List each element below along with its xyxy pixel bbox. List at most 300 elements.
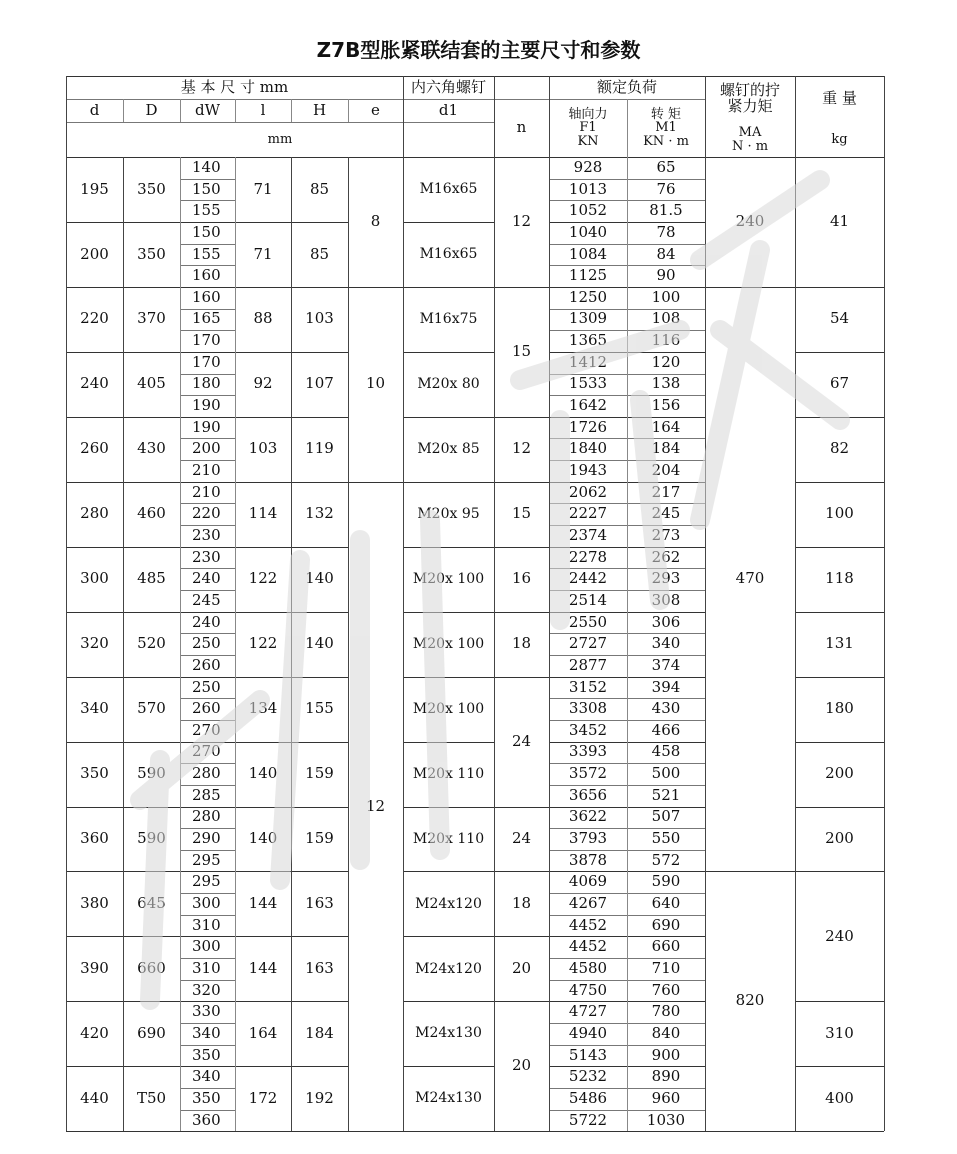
cell-dw: 260 xyxy=(192,699,221,718)
table-rule xyxy=(66,76,884,77)
cell-m1: 760 xyxy=(651,980,681,999)
cell-dw: 340 xyxy=(192,1023,221,1042)
table-rule xyxy=(66,222,348,223)
cell-weight: 200 xyxy=(825,764,854,783)
cell-e: 10 xyxy=(365,374,386,393)
table-rule xyxy=(795,1001,884,1002)
cell-weight: 118 xyxy=(825,569,854,588)
cell-m1: 156 xyxy=(651,396,681,415)
table-rule xyxy=(403,1066,494,1067)
cell-m1: 430 xyxy=(651,699,681,718)
cell-dw: 230 xyxy=(192,547,221,566)
table-rule xyxy=(180,503,235,504)
cell-l: 114 xyxy=(248,504,278,523)
cell-d: 240 xyxy=(80,374,109,393)
cell-f1: 1642 xyxy=(568,396,608,415)
cell-m1: 262 xyxy=(651,547,681,566)
header-weight: 重 量 xyxy=(822,89,857,108)
cell-d: 340 xyxy=(80,699,109,718)
cell-dw: 295 xyxy=(192,872,221,891)
cell-h: 140 xyxy=(305,634,334,653)
cell-dw: 280 xyxy=(192,807,221,826)
table-rule xyxy=(403,157,404,1131)
table-rule xyxy=(795,76,796,157)
table-rule xyxy=(235,157,236,1131)
table-rule xyxy=(403,287,494,288)
cell-f1: 1040 xyxy=(568,222,608,241)
cell-dw: 285 xyxy=(192,785,221,804)
table-rule xyxy=(123,157,124,1131)
cell-m1: 78 xyxy=(656,222,676,241)
table-rule xyxy=(66,871,348,872)
table-rule xyxy=(403,547,494,548)
cell-m1: 293 xyxy=(651,569,681,588)
cell-outer-d: 570 xyxy=(137,699,166,718)
table-rule xyxy=(180,1110,235,1111)
table-rule xyxy=(180,763,235,764)
cell-f1: 1726 xyxy=(568,417,608,436)
cell-dw: 140 xyxy=(192,157,221,176)
table-rule xyxy=(549,76,550,157)
cell-d: 260 xyxy=(80,439,109,458)
table-rule xyxy=(884,157,885,1131)
cell-dw: 155 xyxy=(192,244,221,263)
cell-f1: 2227 xyxy=(568,504,608,523)
table-rule xyxy=(348,287,403,288)
table-rule xyxy=(180,525,235,526)
cell-dw: 290 xyxy=(192,829,221,848)
cell-dw: 230 xyxy=(192,525,221,544)
cell-d: 220 xyxy=(80,309,109,328)
cell-f1: 4727 xyxy=(568,1002,608,1021)
table-rule xyxy=(66,936,348,937)
table-rule xyxy=(66,76,67,157)
page-title: Z7B型胀紧联结套的主要尺寸和参数 xyxy=(316,38,641,62)
cell-m1: 780 xyxy=(651,1002,681,1021)
cell-d1: M24x130 xyxy=(415,1090,482,1107)
cell-m1: 394 xyxy=(651,677,681,696)
cell-n: 12 xyxy=(511,439,532,458)
cell-l: 92 xyxy=(253,374,273,393)
cell-d1: M20x 95 xyxy=(417,505,480,522)
table-rule xyxy=(180,374,235,375)
table-rule xyxy=(494,677,549,678)
cell-m1: 840 xyxy=(651,1023,681,1042)
cell-n: 16 xyxy=(511,569,532,588)
cell-weight: 41 xyxy=(829,212,850,231)
cell-m1: 120 xyxy=(651,352,681,371)
cell-l: 88 xyxy=(253,309,273,328)
table-rule xyxy=(180,1045,235,1046)
cell-f1: 3656 xyxy=(568,785,608,804)
cell-h: 163 xyxy=(305,958,334,977)
cell-n: 15 xyxy=(511,341,532,360)
cell-dw: 320 xyxy=(192,980,221,999)
cell-f1: 3572 xyxy=(568,764,608,783)
cell-n: 24 xyxy=(511,829,532,848)
table-rule xyxy=(403,222,494,223)
table-rule xyxy=(180,590,235,591)
cell-m1: 466 xyxy=(651,720,681,739)
cell-dw: 340 xyxy=(192,1067,221,1086)
cell-h: 132 xyxy=(305,504,334,523)
cell-m1: 138 xyxy=(651,374,681,393)
cell-f1: 1052 xyxy=(568,201,608,220)
header-kg: kg xyxy=(831,131,848,147)
table-rule xyxy=(494,871,549,872)
cell-m1: 84 xyxy=(656,244,676,263)
table-rule xyxy=(180,200,235,201)
table-rule xyxy=(180,99,181,122)
table-rule xyxy=(403,742,494,743)
table-rule xyxy=(403,936,494,937)
cell-f1: 1125 xyxy=(568,266,608,285)
cell-d: 195 xyxy=(80,179,109,198)
cell-h: 85 xyxy=(309,244,330,263)
cell-h: 155 xyxy=(305,699,334,718)
table-rule xyxy=(403,1001,494,1002)
cell-f1: 4069 xyxy=(568,872,608,891)
cell-dw: 155 xyxy=(192,201,221,220)
cell-m1: 100 xyxy=(651,287,681,306)
table-rule xyxy=(795,352,884,353)
table-rule xyxy=(180,1088,235,1089)
header-screw-torque: 螺钉的拧 紧力矩 xyxy=(719,81,780,115)
cell-dw: 160 xyxy=(192,287,221,306)
cell-ma: 240 xyxy=(735,212,765,231)
cell-d: 360 xyxy=(80,829,109,848)
cell-d1: M20x 110 xyxy=(412,765,485,782)
header-col-dw: dW xyxy=(194,100,221,119)
cell-d1: M20x 80 xyxy=(417,375,480,392)
cell-dw: 190 xyxy=(192,396,221,415)
cell-dw: 150 xyxy=(192,179,221,198)
cell-f1: 2278 xyxy=(568,547,608,566)
table-rule xyxy=(795,871,884,872)
cell-dw: 220 xyxy=(192,504,221,523)
table-rule xyxy=(795,287,884,288)
cell-f1: 1309 xyxy=(568,309,608,328)
cell-f1: 2877 xyxy=(568,655,608,674)
cell-f1: 1365 xyxy=(568,331,608,350)
cell-f1: 1250 xyxy=(568,287,608,306)
cell-d: 350 xyxy=(80,764,109,783)
cell-outer-d: 460 xyxy=(137,504,166,523)
cell-e: 12 xyxy=(365,796,386,815)
table-rule xyxy=(66,612,348,613)
cell-l: 140 xyxy=(248,829,278,848)
cell-outer-d: 590 xyxy=(137,764,166,783)
cell-weight: 82 xyxy=(829,439,850,458)
cell-dw: 310 xyxy=(192,915,221,934)
cell-dw: 210 xyxy=(192,461,221,480)
cell-dw: 250 xyxy=(192,634,221,653)
cell-dw: 280 xyxy=(192,764,221,783)
table-rule xyxy=(66,677,348,678)
cell-f1: 2514 xyxy=(568,590,608,609)
table-rule xyxy=(494,1001,549,1002)
table-rule xyxy=(795,1066,884,1067)
table-rule xyxy=(884,76,885,157)
cell-outer-d: 350 xyxy=(137,179,166,198)
cell-dw: 295 xyxy=(192,850,221,869)
cell-d: 440 xyxy=(80,1088,109,1107)
cell-ma: 470 xyxy=(735,569,765,588)
cell-d1: M24x130 xyxy=(415,1025,482,1042)
cell-f1: 4580 xyxy=(568,958,608,977)
table-rule xyxy=(66,417,348,418)
cell-dw: 350 xyxy=(192,1088,221,1107)
header-col-l: l xyxy=(260,100,266,119)
header-torque: 转 矩 M1 KN · m xyxy=(643,106,689,149)
cell-h: 184 xyxy=(305,1023,334,1042)
cell-l: 134 xyxy=(248,699,278,718)
cell-m1: 900 xyxy=(651,1045,681,1064)
cell-dw: 165 xyxy=(192,309,221,328)
table-rule xyxy=(795,807,884,808)
table-rule xyxy=(494,612,549,613)
cell-n: 18 xyxy=(511,894,532,913)
cell-dw: 360 xyxy=(192,1110,221,1129)
table-rule xyxy=(180,698,235,699)
table-rule xyxy=(66,807,348,808)
table-rule xyxy=(291,99,292,122)
cell-m1: 660 xyxy=(651,937,681,956)
cell-d1: M16x65 xyxy=(419,181,478,198)
table-rule xyxy=(494,807,549,808)
cell-h: 119 xyxy=(305,439,334,458)
table-rule xyxy=(403,482,494,483)
table-rule xyxy=(180,395,235,396)
cell-m1: 572 xyxy=(651,850,681,869)
cell-f1: 3452 xyxy=(568,720,608,739)
table-rule xyxy=(180,1023,235,1024)
header-basic-dims: 基 本 尺 寸 mm xyxy=(180,77,289,96)
cell-dw: 350 xyxy=(192,1045,221,1064)
table-rule xyxy=(180,958,235,959)
cell-f1: 3878 xyxy=(568,850,608,869)
cell-f1: 3308 xyxy=(568,699,608,718)
table-rule xyxy=(66,352,348,353)
table-rule xyxy=(403,352,494,353)
header-hex-screw: 内六角螺钉 xyxy=(410,77,486,96)
cell-m1: 90 xyxy=(656,266,676,285)
cell-dw: 150 xyxy=(192,222,221,241)
table-rule xyxy=(66,287,348,288)
cell-h: 159 xyxy=(305,829,334,848)
cell-outer-d: 405 xyxy=(137,374,166,393)
cell-weight: 100 xyxy=(825,504,854,523)
cell-d1: M20x 110 xyxy=(412,830,485,847)
cell-d: 200 xyxy=(80,244,109,263)
cell-f1: 2550 xyxy=(568,612,608,631)
table-rule xyxy=(180,309,235,310)
table-rule xyxy=(627,99,628,157)
cell-dw: 240 xyxy=(192,612,221,631)
cell-m1: 640 xyxy=(651,894,681,913)
table-rule xyxy=(403,612,494,613)
cell-dw: 180 xyxy=(192,374,221,393)
cell-m1: 340 xyxy=(651,634,681,653)
cell-dw: 245 xyxy=(192,590,221,609)
cell-outer-d: 370 xyxy=(137,309,166,328)
cell-m1: 960 xyxy=(651,1088,681,1107)
cell-d: 320 xyxy=(80,634,109,653)
cell-h: 192 xyxy=(305,1088,334,1107)
cell-m1: 245 xyxy=(651,504,681,523)
table-rule xyxy=(494,417,549,418)
table-rule xyxy=(403,417,494,418)
table-rule xyxy=(705,76,706,157)
cell-f1: 1533 xyxy=(568,374,608,393)
table-rule xyxy=(705,871,795,872)
cell-d1: M16x75 xyxy=(419,311,478,328)
cell-dw: 200 xyxy=(192,439,221,458)
table-rule xyxy=(180,179,235,180)
table-rule xyxy=(705,157,706,1131)
cell-dw: 270 xyxy=(192,720,221,739)
table-rule xyxy=(180,438,235,439)
cell-l: 71 xyxy=(253,244,273,263)
table-rule xyxy=(66,1131,884,1132)
table-rule xyxy=(180,785,235,786)
table-rule xyxy=(180,157,181,1131)
cell-m1: 81.5 xyxy=(649,201,683,220)
header-col-d: d xyxy=(89,100,100,119)
cell-m1: 507 xyxy=(651,807,681,826)
cell-f1: 3393 xyxy=(568,742,608,761)
cell-n: 12 xyxy=(511,212,532,231)
cell-f1: 1084 xyxy=(568,244,608,263)
table-rule xyxy=(180,893,235,894)
cell-dw: 260 xyxy=(192,655,221,674)
cell-m1: 1030 xyxy=(646,1110,686,1129)
cell-dw: 300 xyxy=(192,937,221,956)
cell-m1: 76 xyxy=(656,179,676,198)
table-rule xyxy=(180,655,235,656)
cell-n: 24 xyxy=(511,731,532,750)
cell-f1: 3622 xyxy=(568,807,608,826)
cell-l: 103 xyxy=(248,439,278,458)
header-ma: MA N · m xyxy=(731,124,769,154)
table-rule xyxy=(348,157,349,1131)
cell-l: 172 xyxy=(248,1088,278,1107)
header-n: n xyxy=(516,118,527,137)
cell-f1: 4267 xyxy=(568,894,608,913)
cell-outer-d: 350 xyxy=(137,244,166,263)
table-rule xyxy=(348,482,403,483)
cell-m1: 204 xyxy=(651,461,681,480)
cell-m1: 308 xyxy=(651,590,681,609)
cell-e: 8 xyxy=(370,212,381,231)
cell-f1: 5232 xyxy=(568,1067,608,1086)
cell-f1: 5143 xyxy=(568,1045,608,1064)
cell-h: 140 xyxy=(305,569,334,588)
cell-n: 18 xyxy=(511,634,532,653)
cell-m1: 374 xyxy=(651,655,681,674)
cell-ma: 820 xyxy=(735,991,765,1010)
table-rule xyxy=(180,915,235,916)
table-rule xyxy=(549,157,550,1131)
table-rule xyxy=(123,99,124,122)
table-rule xyxy=(66,157,67,1131)
cell-h: 159 xyxy=(305,764,334,783)
cell-d: 420 xyxy=(80,1023,109,1042)
cell-m1: 184 xyxy=(651,439,681,458)
cell-outer-d: 645 xyxy=(137,894,166,913)
cell-n: 20 xyxy=(511,1056,532,1075)
table-rule xyxy=(66,1001,348,1002)
cell-weight: 400 xyxy=(825,1088,854,1107)
cell-d: 300 xyxy=(80,569,109,588)
cell-d1: M20x 100 xyxy=(412,570,485,587)
cell-d1: M20x 100 xyxy=(412,635,485,652)
cell-weight: 54 xyxy=(829,309,850,328)
cell-m1: 500 xyxy=(651,764,681,783)
cell-f1: 4452 xyxy=(568,937,608,956)
table-rule xyxy=(291,157,292,1131)
cell-dw: 250 xyxy=(192,677,221,696)
cell-f1: 5486 xyxy=(568,1088,608,1107)
table-rule xyxy=(180,633,235,634)
table-rule xyxy=(66,99,705,100)
table-rule xyxy=(348,99,349,122)
cell-outer-d: T50 xyxy=(136,1088,167,1107)
table-rule xyxy=(795,612,884,613)
cell-f1: 928 xyxy=(573,157,603,176)
cell-f1: 1013 xyxy=(568,179,608,198)
cell-n: 20 xyxy=(511,958,532,977)
cell-d1: M20x 85 xyxy=(417,440,480,457)
cell-d1: M16x65 xyxy=(419,246,478,263)
cell-m1: 710 xyxy=(651,958,681,977)
cell-h: 85 xyxy=(309,179,330,198)
cell-f1: 4750 xyxy=(568,980,608,999)
cell-weight: 67 xyxy=(829,374,850,393)
table-rule xyxy=(180,980,235,981)
cell-f1: 4452 xyxy=(568,915,608,934)
header-col-h: H xyxy=(312,100,327,119)
cell-f1: 5722 xyxy=(568,1110,608,1129)
cell-l: 140 xyxy=(248,764,278,783)
table-rule xyxy=(403,871,494,872)
cell-f1: 1840 xyxy=(568,439,608,458)
table-rule xyxy=(180,330,235,331)
cell-m1: 217 xyxy=(651,482,681,501)
cell-dw: 160 xyxy=(192,266,221,285)
cell-weight: 180 xyxy=(825,699,854,718)
cell-dw: 190 xyxy=(192,417,221,436)
table-rule xyxy=(494,547,549,548)
cell-weight: 310 xyxy=(825,1023,854,1042)
cell-h: 107 xyxy=(305,374,334,393)
table-rule xyxy=(180,568,235,569)
table-rule xyxy=(494,482,549,483)
table-rule xyxy=(494,936,549,937)
cell-h: 103 xyxy=(305,309,334,328)
cell-m1: 108 xyxy=(651,309,681,328)
cell-dw: 210 xyxy=(192,482,221,501)
cell-m1: 550 xyxy=(651,829,681,848)
table-rule xyxy=(795,742,884,743)
cell-outer-d: 430 xyxy=(137,439,166,458)
table-rule xyxy=(235,99,236,122)
cell-d: 380 xyxy=(80,894,109,913)
cell-l: 144 xyxy=(248,894,278,913)
cell-weight: 240 xyxy=(825,926,854,945)
cell-m1: 65 xyxy=(656,157,676,176)
table-rule xyxy=(403,807,494,808)
